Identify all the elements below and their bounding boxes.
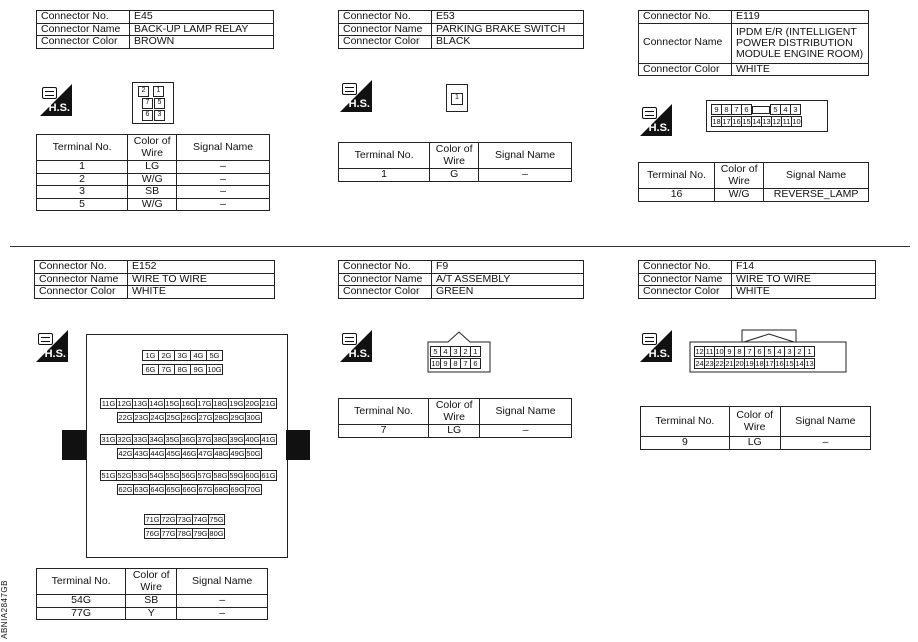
pin: 39G bbox=[229, 435, 244, 444]
f9-terminal-table: Terminal No. Color of Wire Signal Name 7 LG – bbox=[338, 398, 572, 438]
f9-pin-bottom: 10 9 8 7 6 bbox=[430, 358, 481, 369]
e152-pin-row bbox=[144, 514, 225, 525]
pin: 3 bbox=[154, 110, 165, 121]
pin: 50G bbox=[246, 449, 261, 458]
connector-name-value: BACK-UP LAMP RELAY bbox=[130, 23, 274, 36]
pin: 31G bbox=[101, 435, 116, 444]
harness-side-icon: H.S. bbox=[40, 84, 72, 116]
pin: 46G bbox=[182, 449, 197, 458]
pin: 36G bbox=[181, 435, 196, 444]
e53-connector-diagram: 1 bbox=[446, 84, 468, 112]
connector-name-label: Connector Name bbox=[37, 23, 130, 36]
pin: 29G bbox=[230, 413, 245, 422]
f14-pin-bottom: 24 23 22 21 20 19 18 17 16 15 14 13 bbox=[695, 359, 814, 368]
pin: 71G bbox=[145, 515, 160, 524]
pin: 45G bbox=[166, 449, 181, 458]
table-row: 2 W/G – bbox=[37, 173, 270, 186]
pin: 60G bbox=[245, 471, 260, 480]
pin: 12G bbox=[117, 399, 132, 408]
e152-pin-row bbox=[144, 528, 225, 539]
connector-no-value: E45 bbox=[130, 11, 274, 24]
pin: 56G bbox=[181, 471, 196, 480]
pin: 17G bbox=[197, 399, 212, 408]
pin: 57G bbox=[197, 471, 212, 480]
pin: 64G bbox=[150, 485, 165, 494]
pin: 2 bbox=[138, 86, 149, 97]
pin: 54G bbox=[149, 471, 164, 480]
harness-side-icon: H.S. bbox=[340, 330, 372, 362]
e119-terminal-table: Terminal No. Color of Wire Signal Name 16 W/G REVERSE_LAMP bbox=[638, 162, 869, 202]
pin: 14G bbox=[149, 399, 164, 408]
pin: 61G bbox=[261, 471, 276, 480]
pin: 9G bbox=[191, 365, 207, 375]
pin: 49G bbox=[230, 449, 245, 458]
pin: 8G bbox=[175, 365, 191, 375]
e53-info-table: Connector No. E53 Connector Name PARKING BRAKE SWITCH Connector Color BLACK bbox=[338, 10, 584, 49]
pin: 4G bbox=[191, 351, 207, 361]
pin: 6 bbox=[142, 110, 153, 121]
table-row: 77G Y – bbox=[37, 607, 268, 620]
pin: 1G bbox=[143, 351, 159, 361]
pin: 53G bbox=[133, 471, 148, 480]
pin: 76G bbox=[145, 529, 160, 538]
pin: 77G bbox=[161, 529, 176, 538]
pin: 80G bbox=[209, 529, 224, 538]
connector-no-label: Connector No. bbox=[37, 11, 130, 24]
pin: 21G bbox=[261, 399, 276, 408]
pin: 69G bbox=[230, 485, 245, 494]
pin: 59G bbox=[229, 471, 244, 480]
pin: 62G bbox=[118, 485, 133, 494]
e152-pin-row bbox=[100, 470, 277, 481]
table-row: 54G SB – bbox=[37, 595, 268, 608]
terminal-no-header: Terminal No. bbox=[37, 135, 128, 161]
pin: 48G bbox=[214, 449, 229, 458]
pin: 13G bbox=[133, 399, 148, 408]
pin: 7G bbox=[159, 365, 175, 375]
e152-pin-row bbox=[100, 434, 277, 445]
harness-side-icon: H.S. bbox=[640, 330, 672, 362]
connector-color-value: BROWN bbox=[130, 36, 274, 49]
pin: 79G bbox=[193, 529, 208, 538]
table-row: 9 LG – bbox=[641, 437, 871, 450]
pin: 6G bbox=[143, 365, 159, 375]
e152-pin-row bbox=[117, 448, 262, 459]
pin: 19G bbox=[229, 399, 244, 408]
pin: 15G bbox=[165, 399, 180, 408]
pin: 35G bbox=[165, 435, 180, 444]
e152-pin-row bbox=[100, 398, 277, 409]
table-row: 3 SB – bbox=[37, 186, 270, 199]
table-row: 1 G – bbox=[339, 169, 572, 182]
figure-code: ABNIA2847GB bbox=[0, 580, 9, 639]
pin: 74G bbox=[193, 515, 208, 524]
pin: 75G bbox=[209, 515, 224, 524]
connector-color-label: Connector Color bbox=[37, 36, 130, 49]
pin: 44G bbox=[150, 449, 165, 458]
pin: 18G bbox=[213, 399, 228, 408]
pin: 73G bbox=[177, 515, 192, 524]
pin: 52G bbox=[117, 471, 132, 480]
e152-latch-left bbox=[62, 430, 86, 460]
table-row: 16 W/G REVERSE_LAMP bbox=[639, 189, 869, 202]
section-divider bbox=[10, 246, 910, 247]
pin: 72G bbox=[161, 515, 176, 524]
pin: 3G bbox=[175, 351, 191, 361]
e152-latch-right bbox=[286, 430, 310, 460]
pin: 34G bbox=[149, 435, 164, 444]
e119-pin-bottom: 18 17 16 15 14 13 12 11 10 bbox=[712, 117, 801, 126]
pin: 16G bbox=[181, 399, 196, 408]
pin: 20G bbox=[245, 399, 260, 408]
pin: 42G bbox=[118, 449, 133, 458]
e152-info-table: Connector No. E152 Connector Name WIRE TO WIRE Connector Color WHITE bbox=[34, 260, 275, 299]
pin: 32G bbox=[117, 435, 132, 444]
harness-side-icon: H.S. bbox=[640, 104, 672, 136]
pin: 40G bbox=[245, 435, 260, 444]
color-of-wire-header: Color of Wire bbox=[128, 135, 177, 161]
f9-pin-top: 5 4 3 2 1 bbox=[430, 346, 481, 357]
pin: 55G bbox=[165, 471, 180, 480]
pin: 30G bbox=[246, 413, 261, 422]
e152-terminal-table: Terminal No. Color of Wire Signal Name 54G SB – 77G Y – bbox=[36, 568, 268, 620]
pin: 5G bbox=[207, 351, 223, 361]
pin: 22G bbox=[118, 413, 133, 422]
pin: 68G bbox=[214, 485, 229, 494]
pin: 10G bbox=[207, 365, 222, 374]
pin: 41G bbox=[261, 435, 276, 444]
signal-name-header: Signal Name bbox=[177, 135, 270, 161]
e152-pin-row bbox=[117, 412, 262, 423]
pin: 25G bbox=[166, 413, 181, 422]
pin: 2G bbox=[159, 351, 175, 361]
f9-info-table: Connector No. F9 Connector Name A/T ASSEMBLY Connector Color GREEN bbox=[338, 260, 584, 299]
pin: 5 bbox=[154, 98, 165, 109]
pin: 24G bbox=[150, 413, 165, 422]
f14-info-table: Connector No. F14 Connector Name WIRE TO WIRE Connector Color WHITE bbox=[638, 260, 876, 299]
f14-pin-top: 12 11 10 9 8 7 6 5 4 3 2 1 bbox=[694, 346, 815, 357]
pin: 38G bbox=[213, 435, 228, 444]
pin: 63G bbox=[134, 485, 149, 494]
e119-info-table: Connector No. E119 Connector Name IPDM E/R (INTELLIGENT POWER DISTRIBUTION MODULE ENGINE ROOM) Connector Color WHITE bbox=[638, 10, 869, 76]
pin: 11G bbox=[101, 399, 116, 408]
table-row: 5 W/G – bbox=[37, 198, 270, 211]
e152-pin-row bbox=[142, 350, 223, 361]
pin: 67G bbox=[198, 485, 213, 494]
pin: 23G bbox=[134, 413, 149, 422]
e45-info-table bbox=[36, 10, 274, 49]
pin: 43G bbox=[134, 449, 149, 458]
e45-terminal-table bbox=[36, 134, 270, 211]
pin: 27G bbox=[198, 413, 213, 422]
pin: 78G bbox=[177, 529, 192, 538]
pin: 37G bbox=[197, 435, 212, 444]
pin: 66G bbox=[182, 485, 197, 494]
table-row: 1 LG – bbox=[37, 161, 270, 174]
harness-side-icon: H.S. bbox=[36, 330, 68, 362]
harness-side-icon: H.S. bbox=[340, 80, 372, 112]
table-row: 7 LG – bbox=[339, 425, 572, 438]
pin: 28G bbox=[214, 413, 229, 422]
pin: 33G bbox=[133, 435, 148, 444]
f14-terminal-table: Terminal No. Color of Wire Signal Name 9 LG – bbox=[640, 406, 871, 450]
e152-pin-row bbox=[142, 364, 223, 375]
e45-connector-diagram bbox=[132, 82, 174, 124]
e119-pin-top: 9 8 7 6 5 4 3 bbox=[711, 104, 801, 115]
pin: 26G bbox=[182, 413, 197, 422]
pin: 70G bbox=[246, 485, 261, 494]
e53-terminal-table: Terminal No. Color of Wire Signal Name 1 G – bbox=[338, 142, 572, 182]
pin: 1 bbox=[153, 86, 164, 97]
pin: 7 bbox=[142, 98, 153, 109]
e152-pin-row bbox=[117, 484, 262, 495]
pin: 58G bbox=[213, 471, 228, 480]
pin: 47G bbox=[198, 449, 213, 458]
pin: 51G bbox=[101, 471, 116, 480]
pin: 65G bbox=[166, 485, 181, 494]
